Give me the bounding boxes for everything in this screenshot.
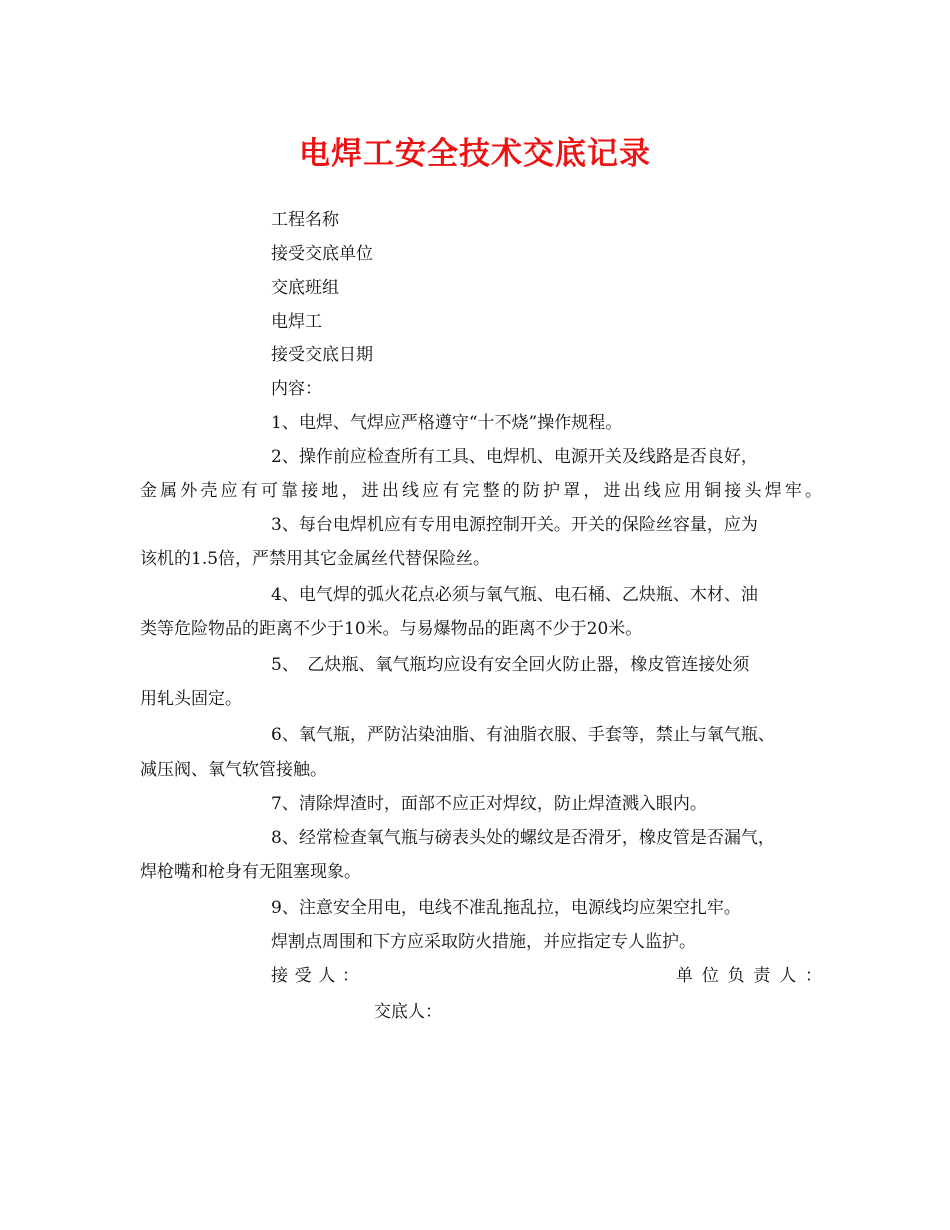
item-5-line-2: 用轧头固定。	[140, 689, 242, 709]
field-team: 交底班组	[271, 278, 339, 298]
item-2-line-1: 2、操作前应检查所有工具、电焊机、电源开关及线路是否良好，	[271, 447, 758, 467]
field-trade: 电焊工	[271, 312, 322, 332]
item-1: 1、电焊、气焊应严格遵守“十不烧”操作规程。	[271, 413, 623, 433]
item-7: 7、清除焊渣时，面部不应正对焊纹，防止焊渣溅入眼内。	[271, 794, 707, 814]
unit-leader-signature-label: 单位负责人：	[676, 966, 822, 986]
item-8-line-1: 8、经常检查氧气瓶与磅表头处的螺纹是否滑牙，橡皮管是否漏气，	[271, 828, 775, 848]
receiver-signature-label: 接受人：	[271, 966, 359, 986]
item-3-line-2: 该机的1.5倍，严禁用其它金属丝代替保险丝。	[140, 549, 491, 569]
item-6-line-1: 6、氧气瓶，严防沾染油脂、有油脂衣服、手套等，禁止与氧气瓶、	[271, 725, 775, 745]
field-receiving-unit: 接受交底单位	[271, 244, 373, 264]
item-5-line-1: 5、 乙炔瓶、氧气瓶均应设有安全回火防止器，橡皮管连接处须	[271, 655, 750, 675]
item-3-line-1: 3、每台电焊机应有专用电源控制开关。开关的保险丝容量，应为	[271, 515, 758, 535]
field-project-name: 工程名称	[271, 210, 339, 230]
content-label: 内容：	[271, 379, 322, 399]
item-4-line-2: 类等危险物品的距离不少于10米。与易爆物品的距离不少于20米。	[140, 619, 643, 639]
item-8-line-2: 焊枪嘴和枪身有无阻塞现象。	[140, 862, 361, 882]
document-title: 电焊工安全技术交底记录	[299, 136, 651, 172]
item-9: 9、注意安全用电，电线不准乱拖乱拉，电源线均应架空扎牢。	[271, 898, 741, 918]
presenter-signature-label: 交底人：	[374, 1002, 442, 1022]
item-4-line-1: 4、电气焊的弧火花点必须与氧气瓶、电石桶、乙炔瓶、木材、油	[271, 585, 758, 605]
item-6-line-2: 减压阀、氧气软管接触。	[140, 760, 327, 780]
item-10: 焊割点周围和下方应采取防火措施，并应指定专人监护。	[271, 932, 696, 952]
item-2-line-2: 金属外壳应有可靠接地，进出线应有完整的防护罩，进出线应用铜接头焊牢。	[140, 481, 822, 501]
field-receive-date: 接受交底日期	[271, 345, 373, 365]
